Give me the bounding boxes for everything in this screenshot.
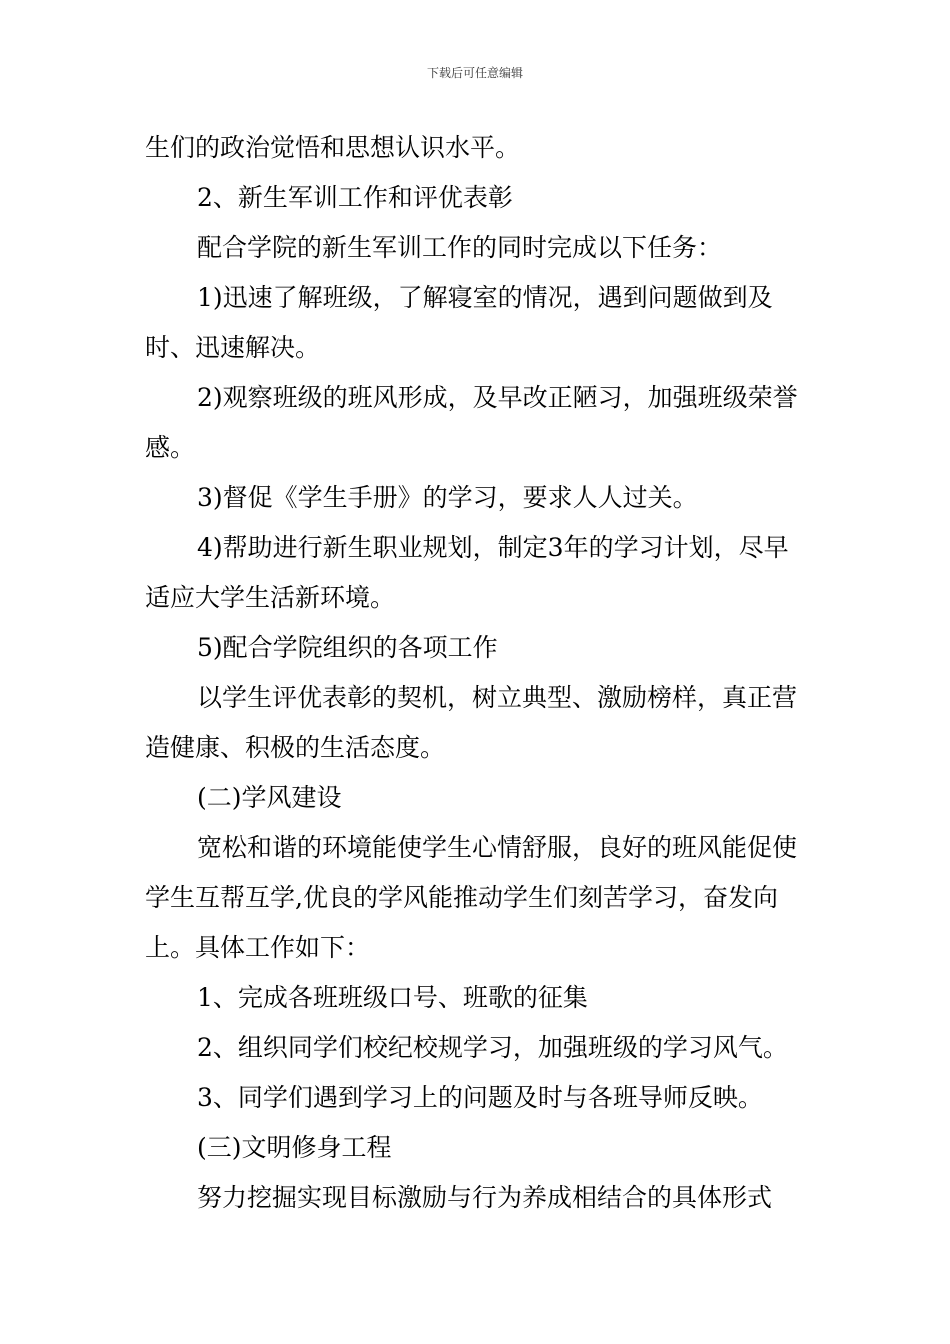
document-body: [145, 123, 809, 1223]
paragraph: 4)帮助进行新生职业规划，制定3年的学习计划，尽早适应大学生活新环境。: [145, 533, 789, 612]
page-header-note: 下载后可任意编辑: [426, 66, 523, 80]
section-heading: (三)文明修身工程: [197, 1133, 392, 1162]
paragraph: 5)配合学院组织的各项工作: [197, 633, 498, 662]
paragraph: 3、同学们遇到学习上的问题及时与各班导师反映。: [197, 1083, 763, 1112]
paragraph: 1、完成各班班级口号、班歌的征集: [197, 983, 588, 1012]
paragraph: 努力挖掘实现目标激励与行为养成相结合的具体形式: [197, 1183, 773, 1212]
paragraph: 2)观察班级的班风形成，及早改正陋习，加强班级荣誉感。: [145, 383, 798, 462]
paragraph: 生们的政治觉悟和思想认识水平。: [145, 133, 521, 162]
paragraph: 2、组织同学们校纪校规学习，加强班级的学习风气。: [197, 1033, 788, 1062]
paragraph: 2、新生军训工作和评优表彰: [197, 183, 513, 212]
paragraph: 1)迅速了解班级，了解寝室的情况，遇到问题做到及时、迅速解决。: [145, 283, 773, 362]
paragraph: 宽松和谐的环境能使学生心情舒服，良好的班风能促使学生互帮互学,优良的学风能推动学生们刻苦学习，奋发向上。具体工作如下：: [145, 833, 798, 962]
paragraph: 3)督促《学生手册》的学习，要求人人过关。: [197, 483, 698, 512]
paragraph: 配合学院的新生军训工作的同时完成以下任务：: [197, 233, 723, 262]
section-heading: (二)学风建设: [197, 783, 342, 812]
paragraph: 以学生评优表彰的契机，树立典型、激励榜样，真正营造健康、积极的生活态度。: [145, 683, 798, 762]
